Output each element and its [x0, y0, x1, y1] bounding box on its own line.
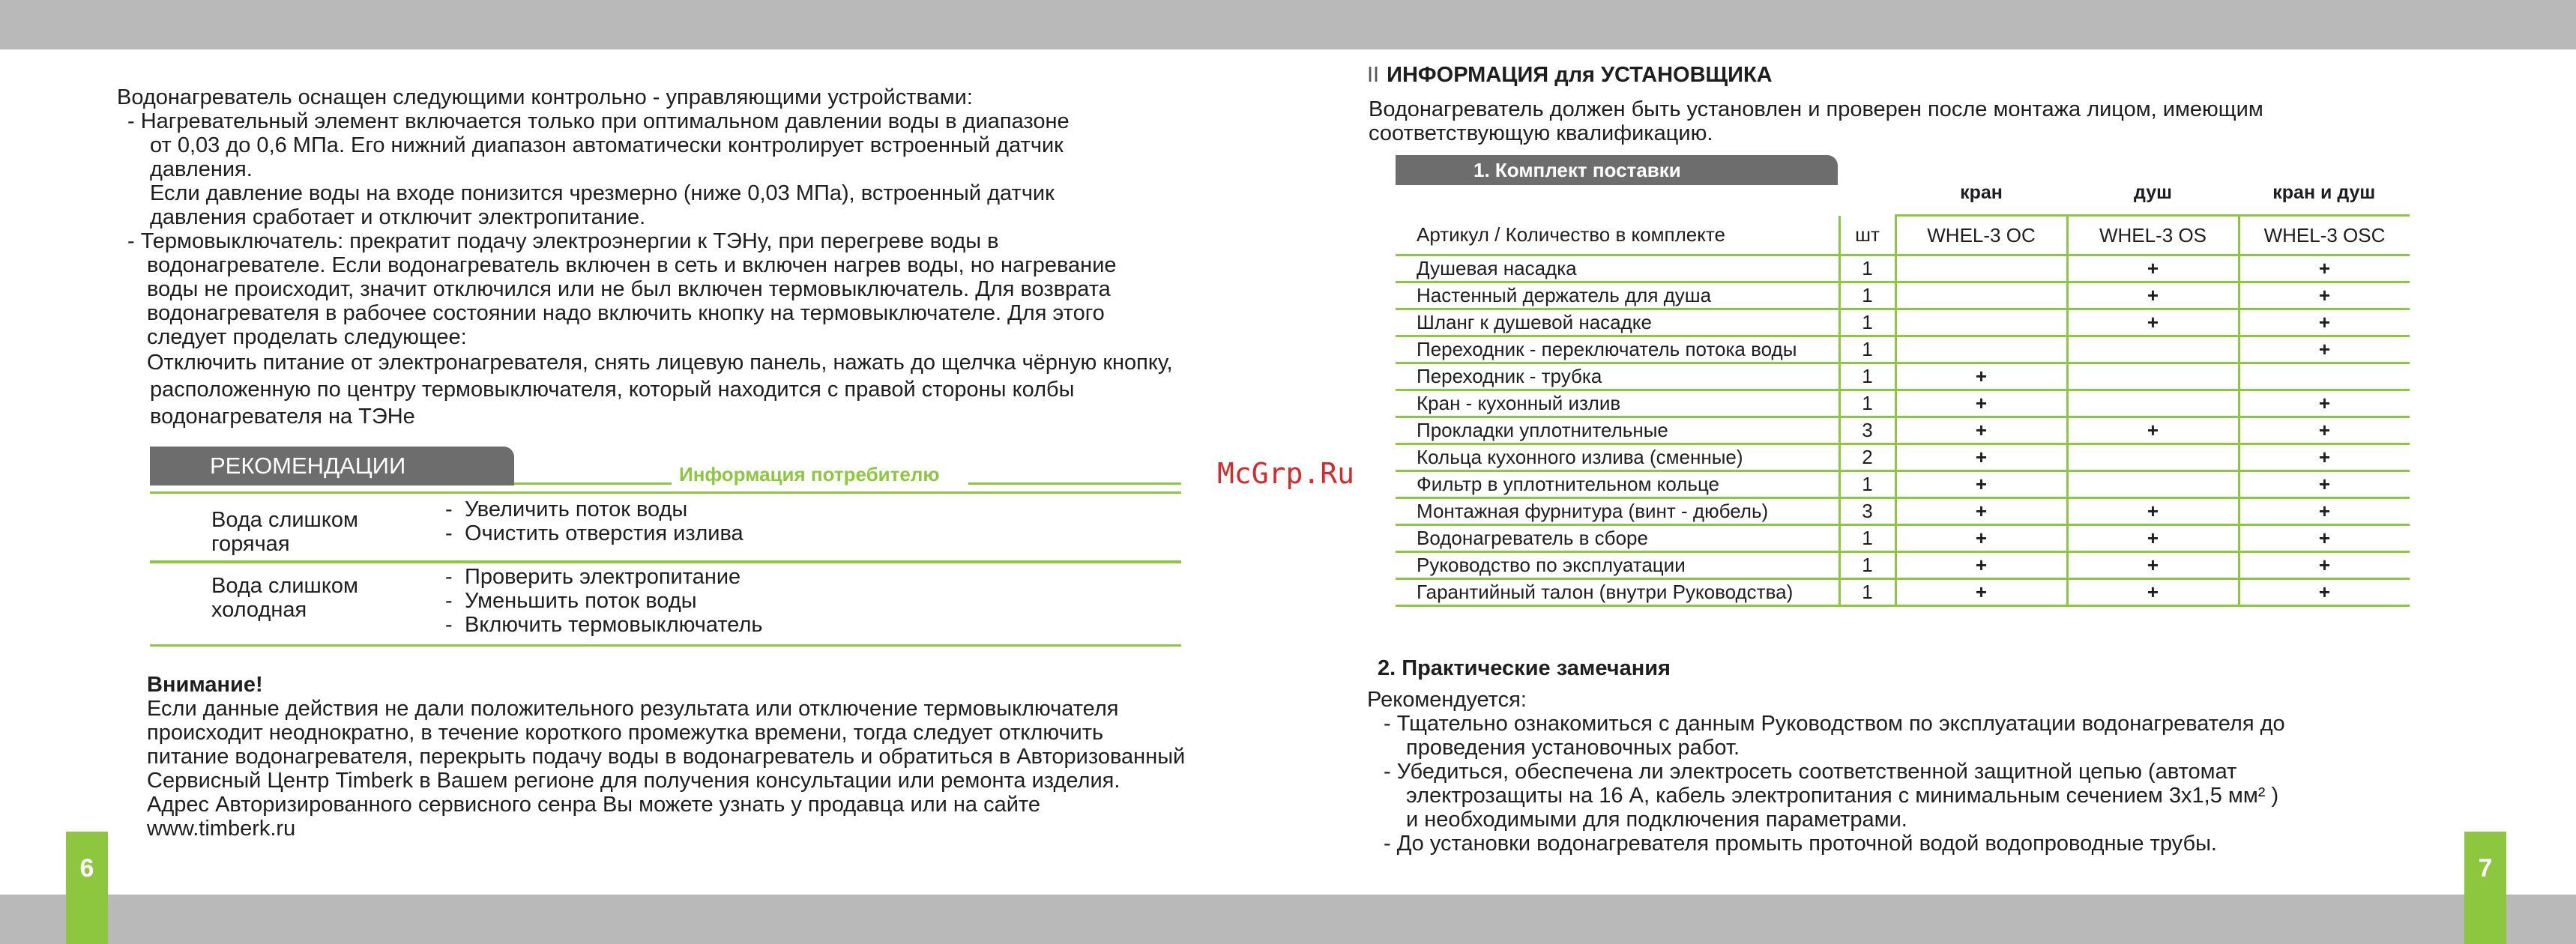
note-line: и необходимыми для подключения параметрами.: [1406, 808, 1907, 832]
list-item: давления.: [150, 157, 253, 181]
action-item: - Проверить электропитание: [445, 565, 741, 589]
list-item: - Термовыключатель: прекратит подачу электроэнергии к ТЭНу, при перегреве воды в: [127, 229, 999, 253]
list-item: следует проделать следующее:: [147, 325, 467, 349]
list-item: воды не происходит, значит отключился или не был включен термовыключатель. Для возврата: [147, 277, 1111, 301]
bottom-band: [0, 895, 2576, 944]
note-line: проведения установочных работ.: [1406, 736, 1740, 760]
list-item: давления сработает и отключит электропитание.: [150, 205, 646, 229]
list-item: водонагревателя на ТЭНе: [150, 405, 415, 429]
notes-title: 2. Практические замечания: [1378, 656, 1671, 680]
list-item: расположенную по центру термовыключателя, который находится с правой стороны колбы: [150, 378, 1075, 402]
table-row: Переходник - трубка 1 +: [1396, 363, 2410, 390]
warning-line: происходит неоднократно, в течение короткого промежутка времени, тогда следует отключить: [147, 721, 1104, 745]
consumer-info-caption: Информация потребителю: [679, 463, 940, 485]
warning-line: Сервисный Центр Timberk в Вашем регионе для получения консультации или ремонта изделия.: [147, 769, 1120, 793]
column-header: кран и душ: [2239, 171, 2410, 216]
installer-intro: Водонагреватель должен быть установлен и проверен после монтажа лицом, имеющим: [1369, 97, 2263, 121]
note-line: - Тщательно ознакомиться с данным Руководством по эксплуатации водонагревателя до: [1384, 712, 2285, 736]
table-row: Переходник - переключатель потока воды 1 +: [1396, 336, 2410, 363]
section-title: II ИНФОРМАЦИЯ для УСТАНОВЩИКА: [1367, 63, 1773, 87]
table-row: Гарантийный талон (внутри Руководства) 1 + + +: [1396, 579, 2410, 606]
kit-tab: 1. Комплект поставки: [1396, 155, 1838, 185]
list-item: водонагревателе. Если водонагреватель включен в сеть и включен нагрев воды, но нагревание: [147, 253, 1117, 277]
page-number-right: 7: [2464, 832, 2506, 944]
notes-intro: Рекомендуется:: [1367, 688, 1527, 712]
page-number-left: 6: [66, 832, 108, 944]
divider: [150, 644, 1181, 647]
recommendations-tab: РЕКОМЕНДАЦИИ: [150, 447, 514, 485]
warning-line: питание водонагревателя, перекрыть подачу воды в водонагреватель и обратиться в Авторизованный: [147, 745, 1186, 769]
column-header: душ: [2067, 171, 2239, 216]
divider: [514, 482, 672, 485]
table-row: Настенный держатель для душа 1 + +: [1396, 282, 2410, 309]
table-row: Кольца кухонного излива (сменные) 2 + +: [1396, 444, 2410, 471]
action-item: - Очистить отверстия излива: [445, 521, 743, 545]
table-row: Шланг к душевой насадке 1 + +: [1396, 309, 2410, 336]
installer-intro: соответствующую квалификацию.: [1369, 121, 1713, 145]
list-item: - Нагревательный элемент включается только при оптимальном давлении воды в диапазоне: [127, 109, 1070, 133]
list-item: Если давление воды на входе понизится чрезмерно (ниже 0,03 МПа), встроенный датчик: [150, 181, 1055, 205]
list-item: Отключить питание от электронагревателя, снять лицевую панель, нажать до щелчка чёрную кнопку,: [147, 351, 1173, 375]
warning-line: Адрес Авторизированного сервисного сенра Вы можете узнать у продавца или на сайте: [147, 793, 1041, 817]
note-line: - До установки водонагревателя промыть проточной водой водопроводные трубы.: [1384, 832, 2217, 856]
table-row: Водонагреватель в сборе 1 + + +: [1396, 525, 2410, 552]
kit-column-header-row: [1396, 171, 2410, 216]
problem-label: Вода слишком холодная: [211, 574, 358, 622]
list-item: от 0,03 до 0,6 МПа. Его нижний диапазон автоматически контролирует встроенный датчик: [150, 133, 1064, 157]
table-row: Душевая насадка 1 + +: [1396, 255, 2410, 282]
warning-title: Внимание!: [147, 673, 263, 697]
table-row: Кран - кухонный излив 1 + +: [1396, 390, 2410, 417]
warning-link[interactable]: www.timberk.ru: [147, 817, 296, 841]
kit-model-row: Артикул / Количество в комплекте шт WHEL-3 OC WHEL-3 OS WHEL-3 OSC: [1396, 216, 2410, 255]
action-item: - Увеличить поток воды: [445, 497, 688, 521]
table-row: Прокладки уплотнительные 3 + + +: [1396, 417, 2410, 444]
divider: [150, 491, 1181, 494]
divider: [150, 560, 1181, 563]
action-item: - Уменьшить поток воды: [445, 589, 697, 613]
top-band: [0, 0, 2576, 49]
kit-table: [1396, 171, 2410, 607]
list-item: водонагревателя в рабочее состоянии надо включить кнопку на термовыключателе. Для этого: [147, 301, 1105, 325]
note-line: электрозащиты на 16 А, кабель электропитания с минимальным сечением 3х1,5 мм² ): [1406, 784, 2279, 808]
table-row: Руководство по эксплуатации 1 + + +: [1396, 552, 2410, 579]
action-item: - Включить термовыключатель: [445, 613, 763, 637]
table-row: Фильтр в уплотнительном кольце 1 + +: [1396, 471, 2410, 498]
column-header: кран: [1895, 171, 2067, 216]
note-line: - Убедиться, обеспечена ли электросеть соответственной защитной цепью (автомат: [1384, 760, 2237, 784]
watermark: McGrp.Ru: [1217, 457, 1355, 490]
problem-label: Вода слишком горячая: [211, 508, 358, 556]
table-row: Монтажная фурнитура (винт - дюбель) 3 + + +: [1396, 498, 2410, 525]
warning-line: Если данные действия не дали положительного результата или отключение термовыключателя: [147, 697, 1119, 721]
divider: [968, 482, 1181, 485]
intro-text: Водонагреватель оснащен следующими контрольно - управляющими устройствами:: [117, 85, 973, 109]
